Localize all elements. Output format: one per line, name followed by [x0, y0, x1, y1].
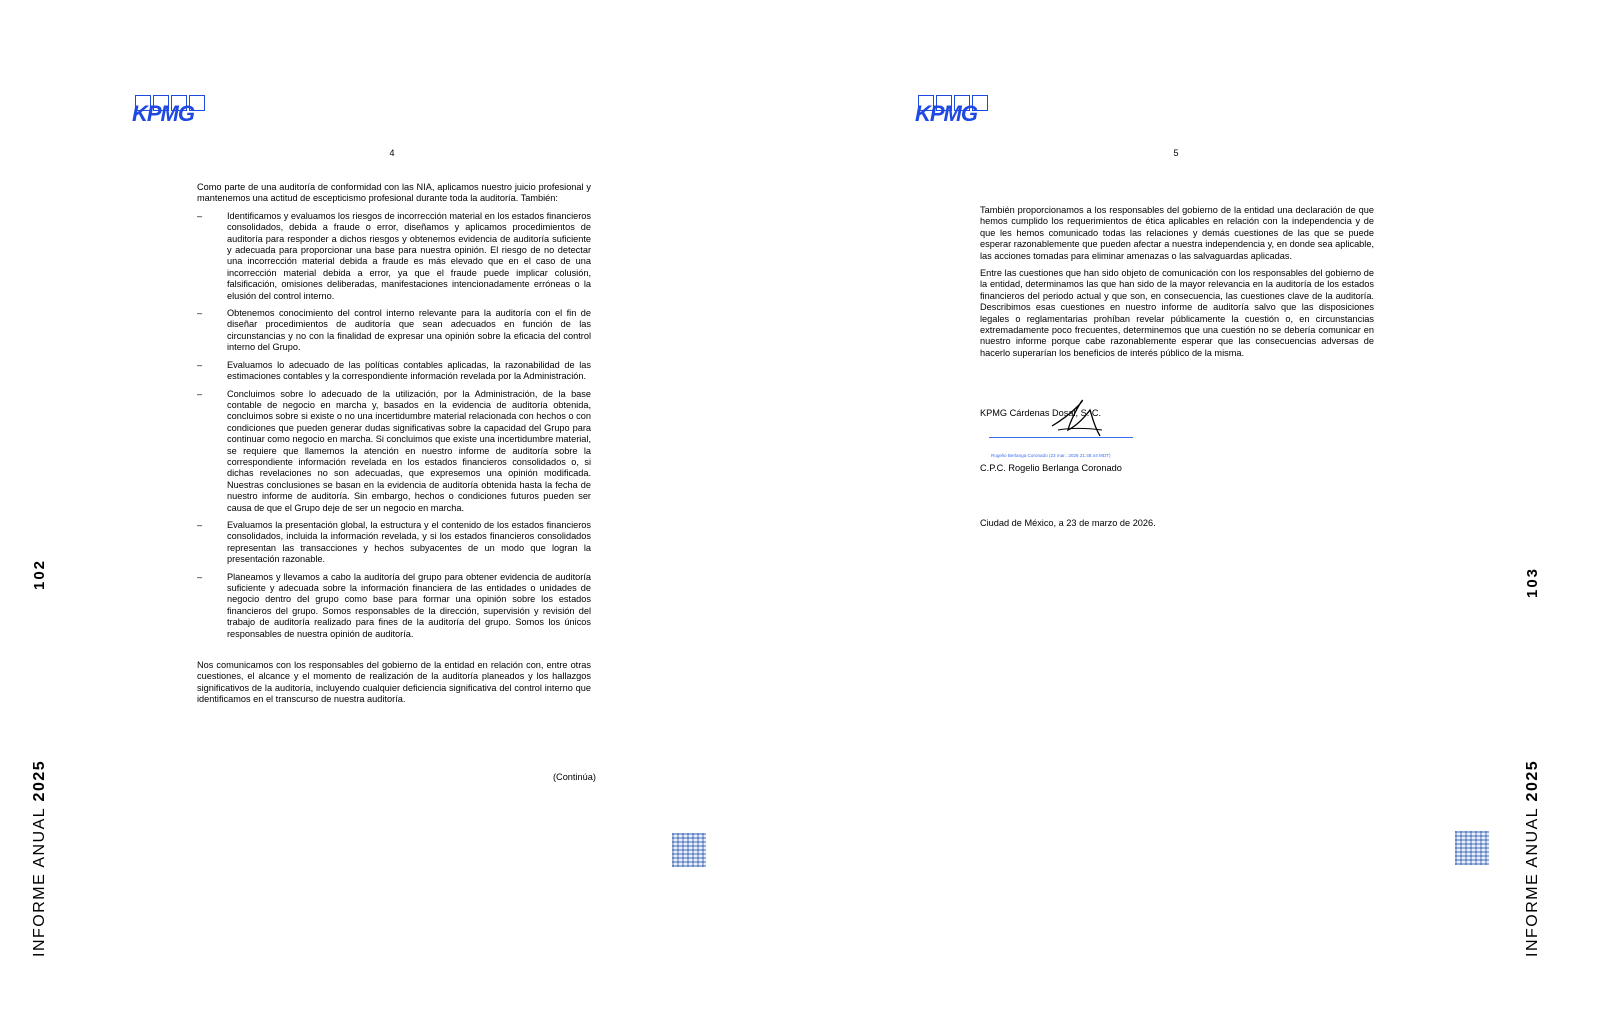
- list-item: – Evaluamos la presentación global, la estructura y el contenido de los estados financieros consolidados, incluida la información revelada, y si los estados financieros consolidados representan las transacciones y hechos subyacentes de un modo que logran la presentación razonable.: [197, 519, 591, 565]
- side-title-left: [25, 0, 55, 1035]
- right-page: [800, 0, 1600, 1035]
- annual-report-label: [31, 737, 49, 957]
- signature-line: [989, 437, 1133, 438]
- annual-report-title: INFORME ANUAL: [31, 807, 48, 957]
- annual-report-title: INFORME ANUAL: [1524, 807, 1541, 957]
- list-item: – Concluimos sobre lo adecuado de la utilización, por la Administración, de la base contable de negocio en marcha y, basados en la evidencia de auditoría obtenida, concluimos sobre si existe o no una incertidumbre material relacionada con hechos o con condiciones que pueden generar dudas significativas sobre la capacidad del Grupo para continuar como negocio en marcha. Si concluimos que existe una incertidumbre material, se requiere que llamemos la atención en nuestro informe de auditoría sobre la correspondiente información revelada en los estados financieros consolidados o, si dichas revelaciones no son adecuadas, que expresemos una opinión modificada. Nuestras conclusiones se basan en la evidencia de auditoría obtenida hasta la fecha de nuestro informe de auditoría. Sin embargo, hechos o condiciones futuros pueden ser causa de que el Grupo deje de ser un negocio en marcha.: [197, 388, 591, 513]
- closing-paragraph: Nos comunicamos con los responsables del gobierno de la entidad en relación con, entre otras cuestiones, el alcance y el momento de realización de la auditoría planeados y los hallazgos significativos de la auditoría, incluyendo cualquier deficiencia significativa del control interno que identificamos en el transcurso de nuestra auditoría.: [197, 660, 591, 705]
- kpmg-logo: [915, 95, 989, 125]
- left-body-text: [197, 182, 591, 712]
- signer-name: C.P.C. Rogelio Berlanga Coronado: [980, 463, 1122, 473]
- page-number: 5: [1173, 148, 1179, 158]
- list-item: – Obtenemos conocimiento del control interno relevante para la auditoría con el fin de diseñar procedimientos de auditoría que sean adecuados en función de las circunstancias y no con la finalidad de expresar una opinión sobre la eficacia del control interno del Grupo.: [197, 308, 591, 353]
- firm-name: KPMG Cárdenas Dosal, S. C.: [980, 408, 1102, 418]
- kpmg-logo-text: KPMG: [132, 101, 194, 126]
- bullet-text: Evaluamos lo adecuado de las políticas contables aplicadas, la razonabilidad de las estimaciones contables y la correspondiente información revelada por la Administración.: [227, 359, 591, 382]
- list-item: – Evaluamos lo adecuado de las políticas contables aplicadas, la razonabilidad de las estimaciones contables y la correspondiente información revelada por la Administración.: [197, 359, 591, 382]
- continues-label: (Continúa): [553, 772, 596, 782]
- audit-bullet-list: [197, 211, 591, 640]
- kpmg-logo-text: KPMG: [915, 101, 977, 126]
- annual-report-year: 2025: [1524, 759, 1541, 802]
- place-date: Ciudad de México, a 23 de marzo de 2026.: [980, 518, 1156, 528]
- bullet-text: Identificamos y evaluamos los riesgos de incorrección material en los estados financieros consolidados, debida a fraude o error, diseñamos y aplicamos procedimientos de auditoría para responder a dichos riesgos y obtenemos evidencia de auditoría suficiente y adecuada para proporcionar una base para nuestra opinión. El riesgo de no detectar una incorrección material debida a fraude es más elevado que en el caso de una incorrección material debida a error, ya que el fraude puede implicar colusión, falsificación, omisiones deliberadas, manifestaciones intencionadamente erróneas o la elusión del control interno.: [227, 210, 591, 301]
- intro-paragraph: Como parte de una auditoría de conformidad con las NIA, aplicamos nuestro juicio profesional y mantenemos una actitud de escepticismo profesional durante toda la auditoría. También:: [197, 182, 591, 204]
- kpmg-logo: [132, 95, 206, 125]
- folio-number: 102: [31, 558, 48, 590]
- independence-paragraph: También proporcionamos a los responsables del gobierno de la entidad una declaración de que hemos cumplido los requerimientos de ética aplicables en relación con la independencia y de que les hemos comunicado todas las relaciones y demás cuestiones de las que se puede esperar razonablemente que pueden afectar a nuestra independencia y, en donde sea aplicable, las acciones tomadas para eliminar amenazas o las salvaguardas aplicadas.: [980, 205, 1374, 261]
- bullet-text: Obtenemos conocimiento del control interno relevante para la auditoría con el fin de diseñar procedimientos de auditoría que sean adecuados en función de las circunstancias y no con la finalidad de expresar una opinión sobre la eficacia del control interno del Grupo.: [227, 308, 591, 353]
- list-item: – Identificamos y evaluamos los riesgos de incorrección material en los estados financieros consolidados, debida a fraude o error, diseñamos y aplicamos procedimientos de auditoría para responder a dichos riesgos y obtenemos evidencia de auditoría suficiente y adecuada para proporcionar una base para nuestra opinión. El riesgo de no detectar una incorrección material debida a fraude es más elevado que en el caso de una incorrección material debida a error, ya que el fraude puede implicar colusión, falsificación, omisiones deliberadas, manifestaciones intencionadamente erróneas o la elusión del control interno.: [197, 210, 591, 301]
- page-number: 4: [389, 148, 395, 158]
- folio-number: 103: [1524, 566, 1541, 598]
- signature-caption: Rogelio Berlanga Coronado (23 mar.. 2026 21:48:44 MDT): [991, 453, 1111, 458]
- bullet-text: Planeamos y llevamos a cabo la auditoría del grupo para obtener evidencia de auditoría suficiente y adecuada sobre la información financiera de las entidades o unidades de negocio dentro del grupo como base para formar una opinión sobre los estados financieros del grupo. Somos responsables de la dirección, supervisión y revisión del trabajo de auditoría realizado para fines de la auditoría del grupo. Somos los únicos responsables de nuestra opinión de auditoría.: [227, 571, 591, 639]
- qr-code-icon: [1455, 831, 1489, 865]
- bullet-text: Evaluamos la presentación global, la estructura y el contenido de los estados financieros consolidados, incluida la información revelada, y si los estados financieros consolidados representan las transacciones y hechos subyacentes de un modo que logran la presentación razonable.: [227, 519, 591, 565]
- qr-code-icon: [672, 833, 706, 867]
- key-matters-paragraph: Entre las cuestiones que han sido objeto de comunicación con los responsables del gobierno de la entidad, determinamos las que han sido de la mayor relevancia en la auditoría de los estados financieros del periodo actual y que son, en consecuencia, las cuestiones clave de la auditoría. Describimos esas cuestiones en nuestro informe de auditoría salvo que las disposiciones legales o reglamentarias prohíban revelar públicamente la cuestión o, en circunstancias extremadamente poco frecuentes, determinemos que una cuestión no se debería comunicar en nuestro informe porque cabe razonablemente esperar que las consecuencias adversas de hacerlo superarían los beneficios de interés público de la misma.: [980, 268, 1374, 358]
- handwritten-signature: [1048, 396, 1108, 440]
- annual-report-label: [1524, 737, 1542, 957]
- list-item: – Planeamos y llevamos a cabo la auditoría del grupo para obtener evidencia de auditoría suficiente y adecuada sobre la información financiera de las entidades o unidades de negocio dentro del grupo como base para formar una opinión sobre los estados financieros del grupo. Somos responsables de la dirección, supervisión y revisión del trabajo de auditoría realizado para fines de la auditoría del grupo. Somos los únicos responsables de nuestra opinión de auditoría.: [197, 571, 591, 639]
- side-title-right: [1518, 0, 1548, 1035]
- bullet-text: Concluimos sobre lo adecuado de la utilización, por la Administración, de la base contable de negocio en marcha y, basados en la evidencia de auditoría obtenida, concluimos sobre si existe o no una incertidumbre material relacionada con hechos o con condiciones que pueden generar dudas significativas sobre la capacidad del Grupo para continuar como negocio en marcha. Si concluimos que existe una incertidumbre material, se requiere que llamemos la atención en nuestro informe de auditoría sobre la correspondiente información revelada en los estados financieros consolidados o, si dichas revelaciones no son adecuadas, que expresemos una opinión modificada. Nuestras conclusiones se basan en la evidencia de auditoría obtenida hasta la fecha de nuestro informe de auditoría. Sin embargo, hechos o condiciones futuros pueden ser causa de que el Grupo deje de ser un negocio en marcha.: [227, 388, 591, 513]
- right-body-text: [980, 205, 1374, 365]
- annual-report-year: 2025: [31, 759, 48, 802]
